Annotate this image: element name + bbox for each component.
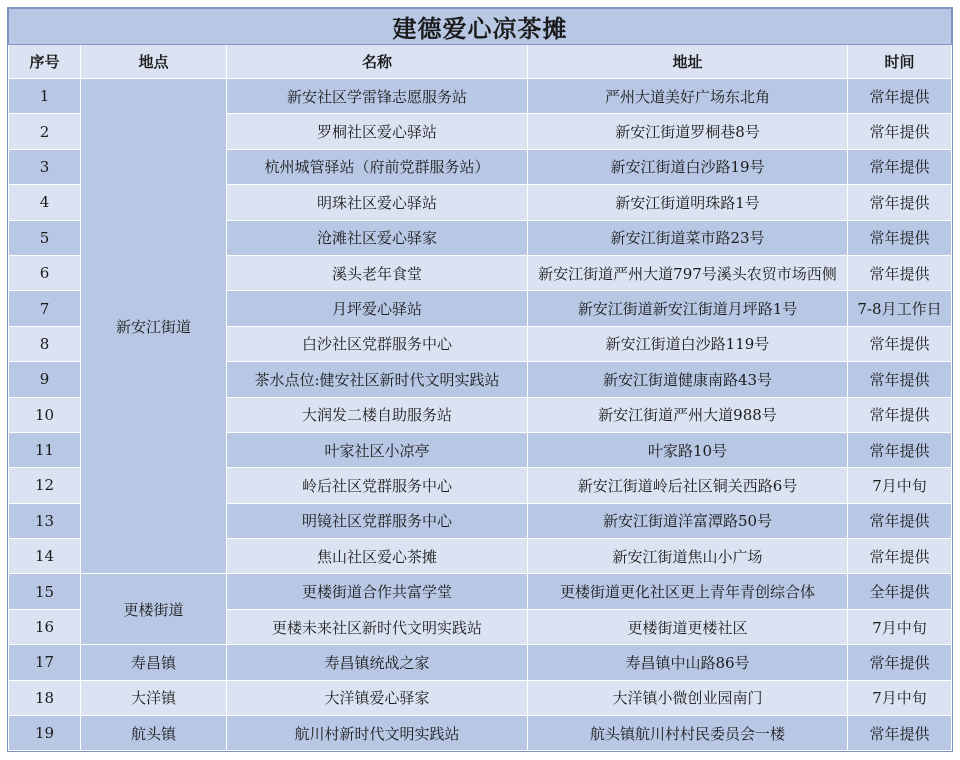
cell-time: 常年提供 (848, 326, 952, 361)
cell-no: 3 (9, 149, 81, 184)
cell-time: 7-8月工作日 (848, 291, 952, 326)
cell-address: 新安江街道白沙路119号 (528, 326, 848, 361)
cell-name: 大润发二楼自助服务站 (227, 397, 528, 432)
cell-no: 5 (9, 220, 81, 255)
cell-no: 10 (9, 397, 81, 432)
cell-no: 7 (9, 291, 81, 326)
cell-address: 更楼街道更楼社区 (528, 609, 848, 644)
cell-address: 新安江街道严州大道797号溪头农贸市场西侧 (528, 255, 848, 290)
cell-address: 新安江街道严州大道988号 (528, 397, 848, 432)
cell-address: 新安江街道岭后社区铜关西路6号 (528, 468, 848, 503)
cell-address: 叶家路10号 (528, 432, 848, 467)
cell-no: 19 (9, 716, 81, 751)
table-title: 建德爱心凉茶摊 (9, 9, 952, 45)
cell-no: 1 (9, 79, 81, 114)
cell-time: 7月中旬 (848, 609, 952, 644)
cell-name: 更楼街道合作共富学堂 (227, 574, 528, 609)
cell-no: 16 (9, 609, 81, 644)
cell-no: 11 (9, 432, 81, 467)
table-body (9, 79, 952, 751)
cell-no: 4 (9, 185, 81, 220)
cell-address: 新安江街道白沙路19号 (528, 149, 848, 184)
cell-name: 明镜社区党群服务中心 (227, 503, 528, 538)
cell-address: 大洋镇小微创业园南门 (528, 680, 848, 715)
header-time: 时间 (848, 45, 952, 79)
cell-name: 新安社区学雷锋志愿服务站 (227, 79, 528, 114)
cell-time: 常年提供 (848, 114, 952, 149)
cell-address: 更楼街道更化社区更上青年青创综合体 (528, 574, 848, 609)
header-location: 地点 (81, 45, 227, 79)
cell-address: 新安江街道罗桐巷8号 (528, 114, 848, 149)
cell-time: 常年提供 (848, 645, 952, 680)
cell-no: 15 (9, 574, 81, 609)
cell-address: 新安江街道健康南路43号 (528, 362, 848, 397)
cell-no: 9 (9, 362, 81, 397)
cell-name: 明珠社区爱心驿站 (227, 185, 528, 220)
cell-time: 常年提供 (848, 149, 952, 184)
cell-location: 大洋镇 (81, 680, 227, 715)
cell-location: 更楼街道 (81, 574, 227, 645)
table-row (9, 645, 952, 680)
table-row (9, 574, 952, 609)
table-row (9, 680, 952, 715)
header-name: 名称 (227, 45, 528, 79)
cell-location: 航头镇 (81, 716, 227, 751)
cell-address: 严州大道美好广场东北角 (528, 79, 848, 114)
header-row (9, 45, 952, 79)
cell-name: 罗桐社区爱心驿站 (227, 114, 528, 149)
cell-no: 2 (9, 114, 81, 149)
cell-name: 沧滩社区爱心驿家 (227, 220, 528, 255)
table-row (9, 79, 952, 114)
cell-time: 常年提供 (848, 220, 952, 255)
cell-no: 12 (9, 468, 81, 503)
header-address: 地址 (528, 45, 848, 79)
cell-time: 常年提供 (848, 503, 952, 538)
cell-time: 常年提供 (848, 255, 952, 290)
table-row (9, 716, 952, 751)
header-no: 序号 (9, 45, 81, 79)
cell-name: 茶水点位:健安社区新时代文明实践站 (227, 362, 528, 397)
cell-address: 新安江街道新安江街道月坪路1号 (528, 291, 848, 326)
cell-time: 常年提供 (848, 539, 952, 574)
cell-address: 新安江街道焦山小广场 (528, 539, 848, 574)
cell-name: 岭后社区党群服务中心 (227, 468, 528, 503)
cell-no: 6 (9, 255, 81, 290)
cell-time: 7月中旬 (848, 680, 952, 715)
cell-time: 全年提供 (848, 574, 952, 609)
cell-address: 新安江街道明珠路1号 (528, 185, 848, 220)
cell-name: 杭州城管驿站（府前党群服务站） (227, 149, 528, 184)
cell-name: 焦山社区爱心茶摊 (227, 539, 528, 574)
cell-no: 14 (9, 539, 81, 574)
cell-name: 航川村新时代文明实践站 (227, 716, 528, 751)
cell-no: 8 (9, 326, 81, 361)
cell-location: 寿昌镇 (81, 645, 227, 680)
cell-time: 常年提供 (848, 362, 952, 397)
cell-name: 溪头老年食堂 (227, 255, 528, 290)
cell-time: 7月中旬 (848, 468, 952, 503)
cell-location: 新安江街道 (81, 79, 227, 574)
cell-time: 常年提供 (848, 79, 952, 114)
cell-time: 常年提供 (848, 716, 952, 751)
cell-address: 航头镇航川村村民委员会一楼 (528, 716, 848, 751)
cell-address: 新安江街道洋富潭路50号 (528, 503, 848, 538)
cell-address: 寿昌镇中山路86号 (528, 645, 848, 680)
cell-time: 常年提供 (848, 432, 952, 467)
cell-name: 月坪爱心驿站 (227, 291, 528, 326)
cell-time: 常年提供 (848, 397, 952, 432)
cell-no: 13 (9, 503, 81, 538)
cell-time: 常年提供 (848, 185, 952, 220)
cell-no: 18 (9, 680, 81, 715)
cell-name: 大洋镇爱心驿家 (227, 680, 528, 715)
cell-name: 更楼未来社区新时代文明实践站 (227, 609, 528, 644)
cell-address: 新安江街道菜市路23号 (528, 220, 848, 255)
cell-name: 叶家社区小凉亭 (227, 432, 528, 467)
cell-name: 白沙社区党群服务中心 (227, 326, 528, 361)
cell-name: 寿昌镇统战之家 (227, 645, 528, 680)
cell-no: 17 (9, 645, 81, 680)
tea-stall-table (8, 8, 952, 751)
